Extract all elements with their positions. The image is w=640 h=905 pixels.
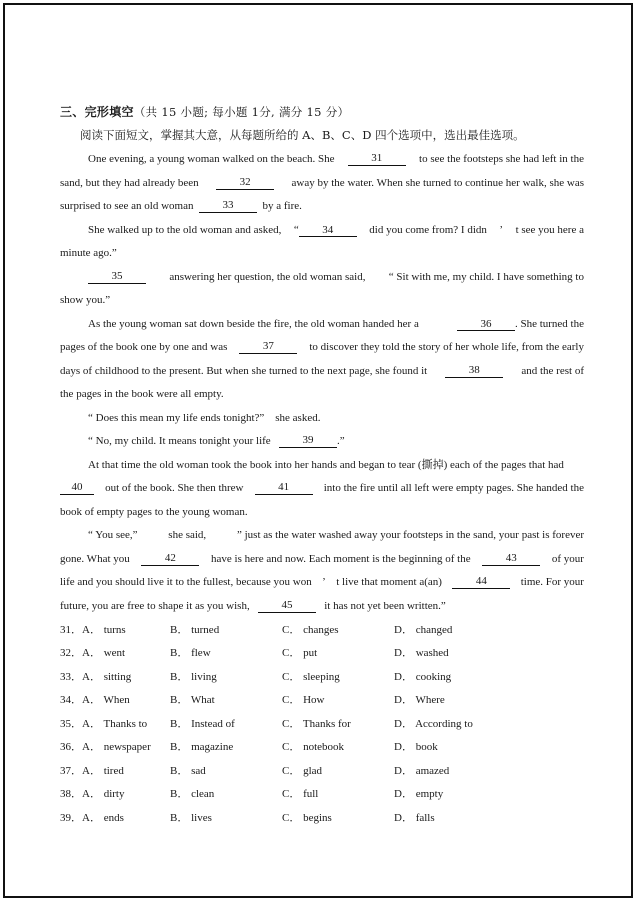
option-a: A． sitting: [82, 671, 132, 683]
option-b: B． turned: [170, 624, 220, 636]
passage-line: “ Does this mean my life ends tonight?” she asked.: [88, 412, 321, 424]
option-c: C． begins: [282, 812, 332, 824]
blank-40: 40: [60, 481, 94, 495]
option-b: B． lives: [170, 812, 212, 824]
passage-line: She walked up to the old woman and asked, “ 34 did you come from? I didn ’ t see you here a: [88, 224, 584, 236]
blank-41: 41: [255, 481, 313, 495]
section-note: （共 15 小题; 每小题 1分, 满分 15 分）: [133, 105, 350, 119]
passage-line: show you.”: [60, 294, 111, 306]
blank-33: 33: [199, 199, 257, 213]
option-b: B． flew: [170, 647, 211, 659]
option-b: B． sad: [170, 765, 206, 777]
passage-line: surprised to see an old woman 33 by a fire.: [60, 199, 302, 212]
option-a: A． Thanks to: [82, 718, 148, 730]
passage-line: the pages in the book were all empty.: [60, 388, 224, 400]
blank-36: 36: [457, 318, 515, 331]
blank-42: 42: [141, 552, 199, 566]
passage-line: “ No, my child. It means tonight your life 39 .”: [88, 434, 345, 447]
option-d: D． washed: [394, 647, 449, 659]
option-d: D． amazed: [394, 765, 450, 777]
option-c: C． glad: [282, 765, 323, 777]
passage-line: gone. What you 42 have is here and now. Each moment is the beginning of the 43 of your: [60, 552, 584, 565]
blank-35: 35: [88, 270, 146, 284]
passage-line: At that time the old woman took the book into her hands and began to tear (撕掉) each of the pages that had: [88, 459, 564, 471]
blank-32: 32: [216, 176, 274, 190]
option-d: D． changed: [394, 624, 453, 636]
passage-line: sand, but they had already been 32 away by the water. When she turned to continue her walk, she was: [60, 176, 584, 189]
blank-37: 37: [239, 340, 297, 354]
passage-line: future, you are free to shape it as you wish, 45 it has not yet been written.”: [60, 599, 446, 612]
passage-line: minute ago.”: [60, 247, 117, 259]
option-d: D． book: [394, 741, 438, 753]
instruction-text: 阅读下面短文，掌握其大意，从每题所给的 A、B、C、D 四个选项中，选出最佳选项。: [80, 128, 525, 142]
option-a: A． went: [82, 647, 126, 659]
passage-line: book of empty pages to the young woman.: [60, 506, 248, 518]
option-b: B． Instead of: [170, 718, 235, 730]
option-c: C． How: [282, 694, 325, 706]
passage-line: As the young woman sat down beside the fire, the old woman handed her a 36 . She turned the: [88, 318, 584, 330]
option-b: B． living: [170, 671, 217, 683]
passage-line: One evening, a young woman walked on the beach. She 31 to see the footsteps she had left in the: [88, 152, 584, 165]
blank-31: 31: [348, 152, 406, 166]
option-a: A． turns: [82, 624, 126, 636]
option-d: D． Where: [394, 694, 445, 706]
option-d: D． cooking: [394, 671, 452, 683]
blank-39: 39: [279, 434, 337, 448]
option-b: B． magazine: [170, 741, 234, 753]
blank-43: 43: [482, 552, 540, 566]
option-c: C． full: [282, 788, 319, 800]
option-d: D． falls: [394, 812, 435, 824]
option-b: B． clean: [170, 788, 215, 800]
option-c: C． changes: [282, 624, 339, 636]
passage-line: pages of the book one by one and was 37 to discover they told the story of her whole life, from the early: [60, 340, 584, 353]
option-c: C． put: [282, 647, 318, 659]
option-a: A． newspaper: [82, 741, 151, 753]
option-b: B． What: [170, 694, 215, 706]
option-d: D． empty: [394, 788, 444, 800]
passage-line: 35 answering her question, the old woman said, “ Sit with me, my child. I have something to: [88, 270, 584, 284]
passage-line: days of childhood to the present. But when she turned to the next page, she found it 38 and the rest of: [60, 364, 584, 377]
blank-45: 45: [258, 599, 316, 613]
option-a: A． tired: [82, 765, 124, 777]
option-d: D． According to: [394, 718, 473, 730]
option-a: A． ends: [82, 812, 124, 824]
option-c: C． Thanks for: [282, 718, 351, 730]
blank-38: 38: [445, 364, 503, 378]
section-heading: [60, 103, 349, 120]
section-title: 三、完形填空: [60, 105, 134, 119]
option-c: C． sleeping: [282, 671, 340, 683]
option-c: C． notebook: [282, 741, 345, 753]
option-a: A． dirty: [82, 788, 125, 800]
blank-44: 44: [452, 575, 510, 589]
passage-line: “ You see,” she said, ” just as the water washed away your footsteps in the sand, your past is forever: [88, 529, 584, 541]
passage-line: 40 out of the book. She then threw 41 into the fire until all left were empty pages. She handed the: [60, 481, 584, 495]
blank-34: 34: [299, 224, 357, 237]
option-a: A． When: [82, 694, 130, 706]
passage-line: life and you should live it to the fullest, because you won ’ t live that moment a(an) 44 time. For your: [60, 575, 584, 588]
